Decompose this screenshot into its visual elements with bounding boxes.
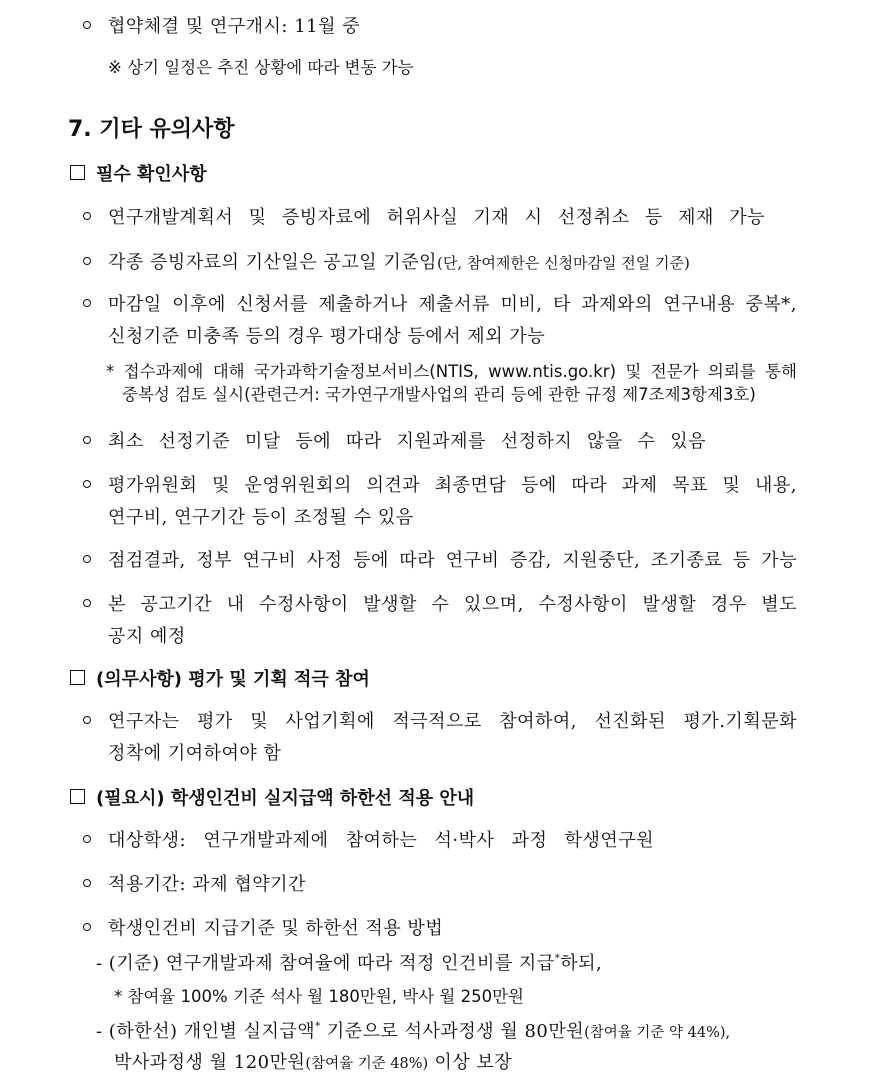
required-item-2 [108, 248, 788, 274]
duty-heading: (의무사항) 평가 및 기획 적극 참여 [96, 669, 370, 690]
circle-bullet-icon [83, 480, 91, 488]
required-item-5-line-2: 연구비, 연구기간 등이 조정될 수 있음 [108, 507, 414, 528]
student-period: 적용기간: 과제 협약기간 [108, 874, 306, 895]
student-floor-master: 기준으로 석사과정생 월 80만원 [320, 1021, 585, 1042]
student-method: 학생인건비 지급기준 및 하한선 적용 방법 [108, 918, 444, 939]
student-heading: (필요시) 학생인건비 실지급액 하한선 적용 안내 [96, 788, 475, 809]
student-floor-line-1 [96, 1017, 797, 1043]
student-basis-tail: 하되, [560, 953, 603, 974]
student-target: 대상학생: 연구개발과제에 참여하는 석·박사 과정 학생연구원 [108, 830, 654, 851]
duplicate-review-note-1: * 접수과제에 대해 국가과학기술정보서비스(NTIS, www.ntis.go.kr) 및 전문가 의뢰를 통해 [106, 362, 797, 381]
required-item-1: 연구개발계획서 및 증빙자료에 허위사실 기재 시 선정취소 등 제재 가능 [108, 207, 765, 228]
required-item-5-line-1: 평가위원회 및 운영위원회의 의견과 최종면담 등에 따라 과제 목표 및 내용, [108, 475, 797, 496]
circle-bullet-icon [83, 716, 91, 724]
student-basis [96, 949, 602, 975]
checkbox-square-icon [70, 670, 85, 685]
circle-bullet-icon [83, 879, 91, 887]
student-floor-doctor-paren: (참여율 기준 48%) [305, 1056, 429, 1072]
student-basis-note: * 참여율 100% 기준 석사 월 180만원, 박사 월 250만원 [114, 987, 524, 1006]
student-basis-text: - (기준) 연구개발과제 참여율에 따라 적정 인건비를 지급 [96, 953, 555, 974]
checkbox-square-icon [70, 789, 85, 804]
agreement-line: 협약체결 및 연구개시: 11월 중 [108, 16, 361, 37]
student-floor-text: - (하한선) 개인별 실지급액 [96, 1021, 316, 1042]
required-item-3-line-1: 마감일 이후에 신청서를 제출하거나 제출서류 미비, 타 과제와의 연구내용 중복*, [108, 294, 797, 315]
schedule-note: ※ 상기 일정은 추진 상황에 따라 변동 가능 [108, 58, 414, 77]
section-title: 7. 기타 유의사항 [68, 117, 235, 142]
circle-bullet-icon [83, 555, 91, 563]
required-item-4: 최소 선정기준 미달 등에 따라 지원과제를 선정하지 않을 수 있음 [108, 431, 706, 452]
circle-bullet-icon [83, 436, 91, 444]
circle-bullet-icon [83, 257, 91, 265]
required-item-6: 점검결과, 정부 연구비 사정 등에 따라 연구비 증감, 지원중단, 조기종료 등 가능 [108, 550, 797, 571]
duty-item-line-2: 정착에 기여하여야 함 [108, 743, 282, 764]
required-item-2-paren: (단, 참여제한은 신청마감일 전일 기준) [436, 254, 690, 272]
student-floor-footnote-mark: * [315, 1021, 321, 1032]
circle-bullet-icon [83, 923, 91, 931]
student-floor-master-paren: (참여율 기준 약 44%), [584, 1025, 731, 1041]
student-basis-footnote-mark: * [554, 953, 561, 964]
checkbox-square-icon [70, 165, 85, 180]
duplicate-review-note-2: 중복성 검토 실시(관련근거: 국가연구개발사업의 관리 등에 관한 규정 제7조제3항제3호) [122, 385, 756, 404]
student-floor-guarantee: 이상 보장 [428, 1052, 513, 1073]
required-item-7-line-2: 공지 예정 [108, 626, 186, 647]
duty-item-line-1: 연구자는 평가 및 사업기획에 적극적으로 참여하여, 선진화된 평가.기획문화 [108, 711, 797, 732]
circle-bullet-icon [83, 21, 91, 29]
circle-bullet-icon [83, 599, 91, 607]
required-item-3-line-2: 신청기준 미충족 등의 경우 평가대상 등에서 제외 가능 [108, 326, 546, 347]
student-floor-doctor: 박사과정생 월 120만원 [114, 1052, 306, 1073]
student-floor-line-2 [114, 1048, 512, 1074]
required-item-7-line-1: 본 공고기간 내 수정사항이 발생할 수 있으며, 수정사항이 발생할 경우 별도 [108, 594, 797, 615]
circle-bullet-icon [83, 835, 91, 843]
required-item-2-text: 각종 증빙자료의 기산일은 공고일 기준임 [108, 252, 437, 273]
circle-bullet-icon [83, 212, 91, 220]
circle-bullet-icon [83, 299, 91, 307]
required-heading: 필수 확인사항 [96, 164, 207, 185]
